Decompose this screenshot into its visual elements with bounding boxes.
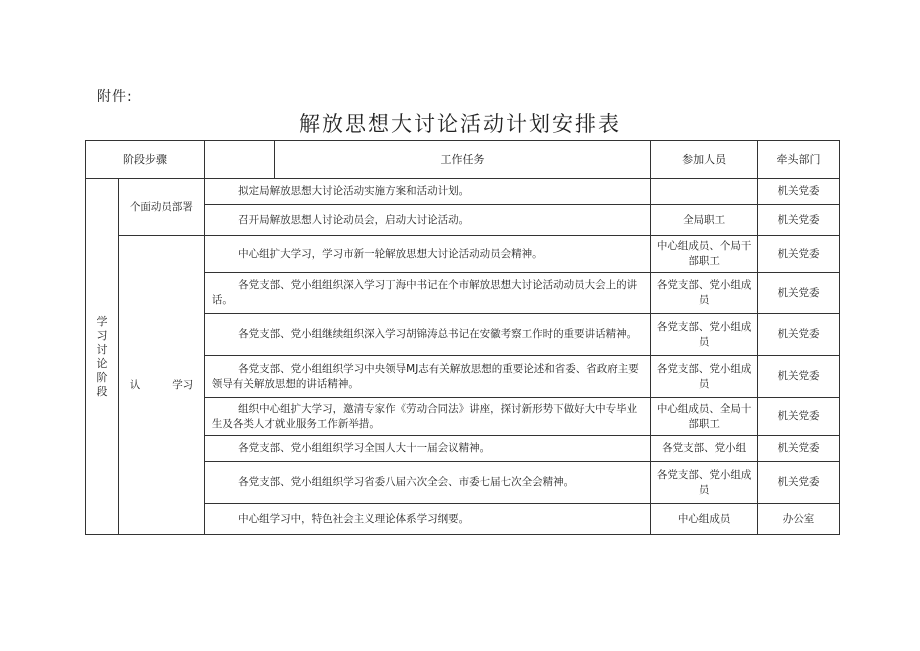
- phase-label: 学习讨论阶段: [96, 314, 108, 398]
- lead-cell: 机关党委: [758, 273, 840, 314]
- task-text: 拟定局解放思想大讨论活动实施方案和活动计划。: [238, 185, 470, 197]
- header-stage: 阶段步骤: [86, 141, 205, 179]
- lead-cell: 机关党委: [758, 462, 840, 504]
- participants-cell: 各党支部、党小组成员: [651, 314, 758, 356]
- task-cell: [204, 205, 650, 236]
- lead-cell: 机关党委: [758, 179, 840, 205]
- task-cell: [204, 179, 650, 205]
- header-participants: 参加人员: [651, 141, 758, 179]
- sub-phase-study: [118, 236, 204, 535]
- task-cell: [204, 398, 650, 436]
- task-text: 各党支部、党小组继续组织深入学习胡锦涛总书记在安徽考察工作时的重要讲话精神。: [238, 328, 638, 340]
- participants-cell: 各党支部、党小组成员: [651, 356, 758, 398]
- table-row: [86, 179, 840, 205]
- participants-cell: [651, 179, 758, 205]
- lead-cell: 机关党委: [758, 398, 840, 436]
- sub-phase-mobilize: 个面动员部署: [118, 179, 204, 236]
- task-cell: [204, 314, 650, 356]
- task-text: 中心组扩大学习，学习市新一轮解放思想大讨论活动动员会精神。: [238, 247, 543, 260]
- task-cell: [204, 273, 650, 314]
- sub-phase-study-right: 学习: [172, 378, 194, 391]
- lead-cell: 机关党委: [758, 436, 840, 462]
- task-text: 各党支部、党小组组织学习中央领导MJ志有关解放思想的重要论述和省委、省政府主要领导有关解放思想的讲话精神。: [211, 362, 639, 390]
- task-text: 组织中心组扩大学习，邀清专家作《劳动合同法》讲座，探讨新形势下做好大中专毕业生及各类人才就业服务工作新举措。: [211, 402, 638, 430]
- lead-cell: 办公室: [758, 504, 840, 535]
- task-text: 中心组学习中，特色社会主义理论体系学习纲要。: [238, 512, 470, 525]
- lead-cell: 机关党委: [758, 314, 840, 356]
- participants-cell: 各党支部、党小组成员: [651, 273, 758, 314]
- attachment-label: 附件:: [97, 89, 133, 105]
- header-task: 工作任务: [274, 141, 650, 179]
- task-text: 各党支部、党小组组织学习全国人大十一届会议精神。: [238, 442, 491, 454]
- phase-cell: [86, 179, 119, 535]
- task-cell: [204, 436, 650, 462]
- lead-cell: 机关党委: [758, 356, 840, 398]
- table-header-row: [86, 141, 840, 179]
- task-text: 各党支部、党小组组织学习省委八届六次全会、市委七届七次全会精神。: [238, 476, 575, 488]
- participants-cell: 中心组成员: [651, 504, 758, 535]
- task-cell: [204, 504, 650, 535]
- lead-cell: 机关党委: [758, 236, 840, 273]
- task-cell: [204, 236, 650, 273]
- sub-phase-study-left: 认: [129, 378, 141, 391]
- header-blank: [204, 141, 274, 179]
- participants-cell: 全局职工: [651, 205, 758, 236]
- page-title: 解放思想大讨论活动计划安排表: [299, 112, 621, 136]
- task-text: 各党支部、党小组组织深入学习丁海中书记在个市解放思想大讨论活动动员大会上的讲话。: [211, 279, 638, 306]
- task-cell: [204, 356, 650, 398]
- participants-cell: 各党支部、党小组成员: [651, 462, 758, 504]
- task-text: 召开局解放思想人讨论动员会，启动大讨论活动。: [238, 213, 470, 226]
- table-row: [86, 236, 840, 273]
- participants-cell: 各党支部、党小组: [651, 436, 758, 462]
- header-lead: 牵头部门: [758, 141, 840, 179]
- lead-cell: 机关党委: [758, 205, 840, 236]
- participants-cell: 中心组成员、全局十部职工: [651, 398, 758, 436]
- task-cell: [204, 462, 650, 504]
- participants-cell: 中心组成员、个局干部职工: [651, 236, 758, 273]
- plan-table: [85, 140, 840, 535]
